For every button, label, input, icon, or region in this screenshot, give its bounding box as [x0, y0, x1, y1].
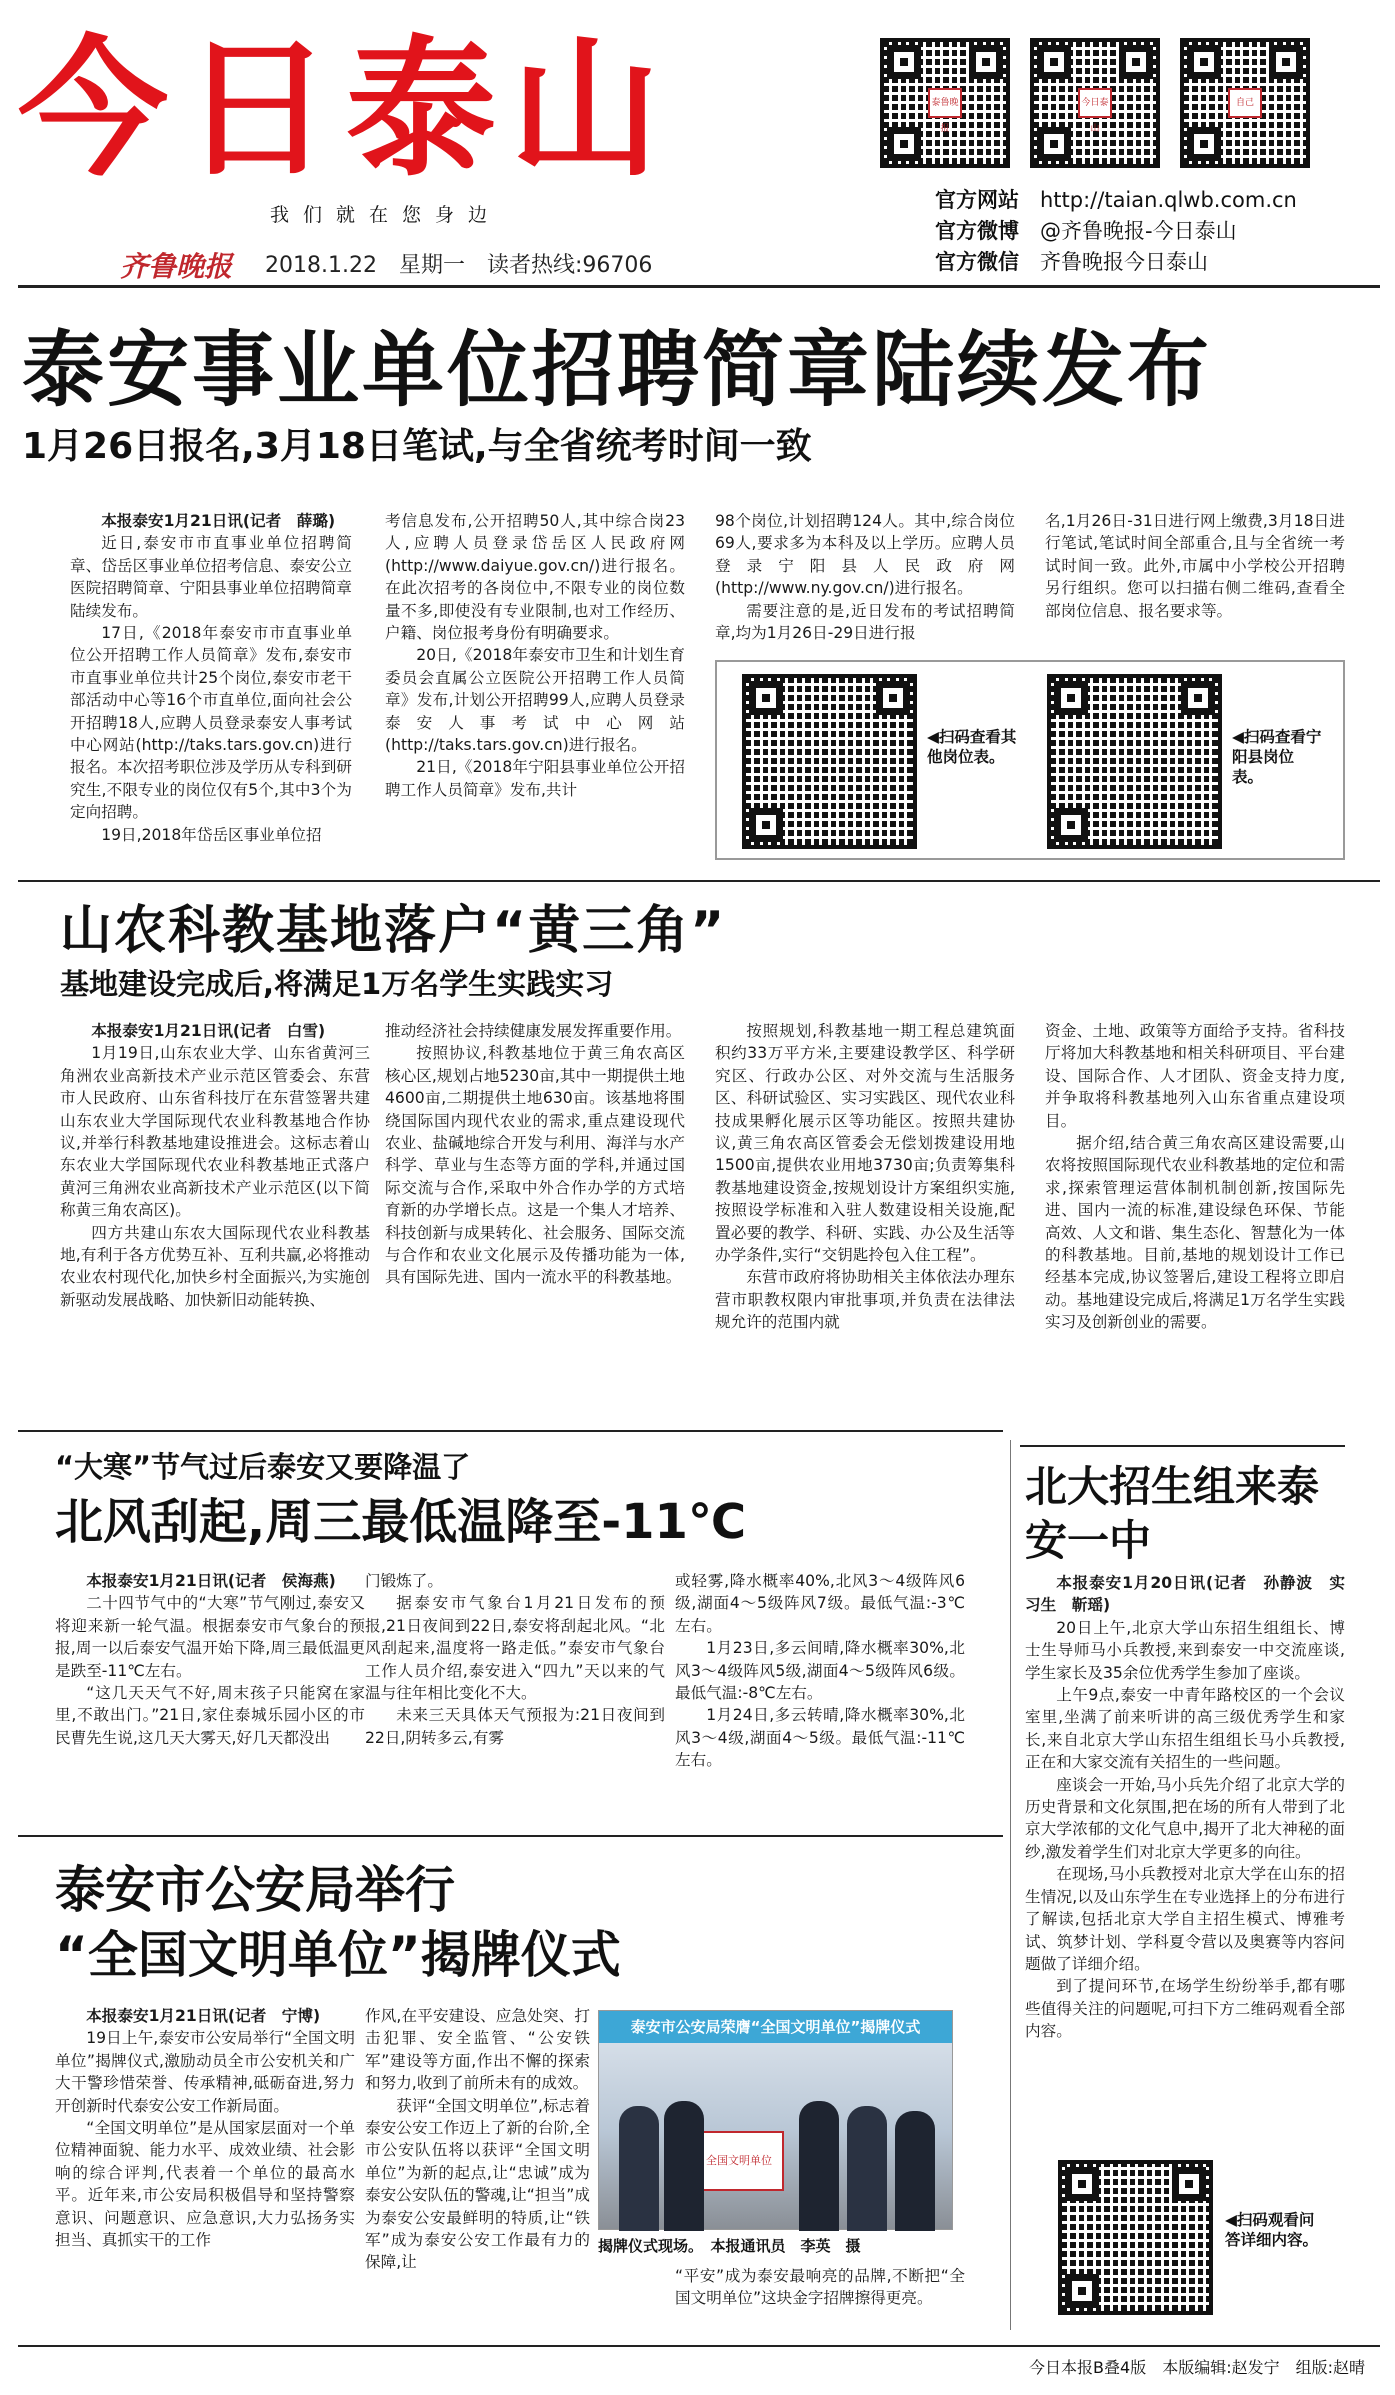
article4-col: 本报泰安1月20日讯(记者 孙静波 实习生 靳瑶) 20日上午,北京大学山东招生组组长、博士生导师马小兵教授,来到泰安一中交流座谈,学生家长及35余位优秀学生参加了座谈。 上午9点,泰安一中青年路校区的一个会议室里,坐满了前来听讲的高三级优秀学生和家长,来自北京大学山东招生组组长马小兵教授,正在和大家交流有关招生的一些问题。 座谈会一开始,马小兵先介绍了北京大学的历史背景和文化氛围,把在场的所有人带到了北京大学浓郁的文化气息中,揭开了北大神秘的面纱,激发着学生们对北京大学更多的向往。 在现场,马小兵教授对北京大学在山东的招生情况,以及山东学生在专业选择上的分布进行了解读,包括北京大学自主招生模式、博雅考试、筑梦计划、学科夏令营以及奥赛等内容问题做了详细介绍。 到了提问环节,在场学生纷纷举手,都有哪些值得关注的问题呢,可扫下方二维码观看全部内容。 — [1025, 1574, 1345, 2041]
photo-figure — [664, 2101, 704, 2231]
masthead-dateline: 2018.1.22 星期一 读者热线:96706 — [265, 253, 653, 278]
article1-col1: 本报泰安1月21日讯(记者 薛璐) 近日,泰安市市直事业单位招聘简章、岱岳区事业单位招考信息、泰安公立医院招聘简章、宁阳县事业单位招聘简章陆续发布。 17日,《2018年泰安市市直事业单位公开招聘工作人员简章》发布,泰安市市直事业单位共计25个岗位,泰安市老干部活动中心等16个市直单位,面向社会公开招聘18人,应聘人员登录泰安人事考试中心网站(http://taks.tars.gov.cn)进行报名。本次招考职位涉及学历从专科到研究生,不限专业的岗位仅有5个,其中3个为定向招聘。 19日,2018年岱岳区事业单位招 — [70, 512, 352, 844]
section-rule-4 — [18, 1835, 1003, 1837]
photo-figure — [895, 2111, 935, 2231]
article2-col4: 资金、土地、政策等方面给予支持。省科技厅将加大科教基地和相关科研项目、平台建设、国际合作、人才团队、资金支持力度,并争取将科教基地列入山东省重点建设项目。 据介绍,结合黄三角农高区建设需要,山农将按照国际现代农业科教基地的定位和需求,探索管理运营体制机制创新,按国际先进、国内一流的标准,建设绿色环保、节能高效、人文和谐、集生态化、智慧化为一体的科教基地。目前,基地的规划设计工作已经基本完成,协议签署后,建设工程将立即启动。基地建设完成后,将满足1万名学生实践实习及创新创业的需要。 — [1045, 1022, 1345, 1332]
article1-qr1-caption: ◀扫码查看其他岗位表。 — [927, 728, 1017, 766]
article5-col3: “平安”成为泰安最响亮的品牌,不断把“全国文明单位”这块金字招牌擦得更亮。 — [675, 2267, 965, 2308]
official-info — [935, 185, 1297, 278]
article3-col2: 门锻炼了。 据泰安市气象台1月21日发布的预报,21日夜间到22日,泰安将刮起北风。“北风刮起来,温度将一路走低。”泰安市气象台工作人员介绍,泰安进入“四九”天以来的气温与往年相比变化不大。 未来三天具体天气预报为:21日夜间到22日,阴转多云,有雾 — [365, 1572, 665, 1747]
article4-title: 北大招生组来泰安一中 — [1025, 1462, 1320, 1565]
article2-col2: 推动经济社会持续健康发展发挥重要作用。 按照协议,科教基地位于黄三角农高区核心区,规划占地5230亩,其中一期提供土地4600亩,二期提供土地630亩。该基地将围绕国际国内现代农业的需求,重点建设现代农业、盐碱地综合开发与利用、海洋与水产科学、草业与生态等方面的学科,并通过国际交流与合作,采取中外合作办学的方式培育新的办学增长点。这是一个集人才培养、科技创新与成果转化、社会服务、国际交流与合作和农业文化展示及传播功能为一体,具有国际先进、国内一流水平的科教基地。 — [385, 1022, 685, 1287]
article1-title: 泰安事业单位招聘简章陆续发布 — [22, 323, 1213, 418]
article1-col4: 名,1月26日-31日进行网上缴费,3月18日进行笔试,笔试时间全部重合,且与全省统一考试时间一致。此外,市属中小学校公开招聘另行组织。您可以扫描右侧二维码,查看全部岗位信息、报名要求等。 — [1045, 512, 1345, 620]
official-website: 官方网站 http://taian.qlwb.com.cn — [935, 188, 1297, 212]
article2-subtitle: 基地建设完成后,将满足1万名学生实践实习 — [60, 967, 614, 1001]
ceremony-photo — [598, 2010, 953, 2230]
section-rule-2 — [18, 1430, 1003, 1432]
article1-col2: 考信息发布,公开招聘50人,其中综合岗23人,应聘人员登录岱岳区人民政府网(http://www.daiyue.gov.cn/)进行报名。在此次招考的各岗位中,不限专业的岗位数量不多,即使没有专业限制,也对工作经历、户籍、岗位报考身份有明确要求。 20日,《2018年泰安市卫生和计划生育委员会直属公立医院公开招聘工作人员简章》发布,计划公开招聘99人,应聘人员登录泰安人事考试中心网站(http://taks.tars.gov.cn)进行报名。 21日,《2018年宁阳县事业单位公开招聘工作人员简章》发布,共计 — [385, 512, 685, 799]
article5-byline: 本报泰安1月21日讯(记者 宁博) — [86, 2007, 321, 2025]
masthead-logo: 今日泰山 — [18, 23, 675, 197]
article2-title: 山农科教基地落户“黄三角” — [60, 901, 727, 961]
masthead-rule — [18, 285, 1380, 288]
article2-byline: 本报泰安1月21日讯(记者 白雪) — [91, 1022, 326, 1040]
photo-figure — [799, 2101, 839, 2231]
qr-label-1: 泰鲁晚报 — [928, 88, 962, 118]
photo-figure — [619, 2106, 659, 2231]
qr-code-3[interactable] — [1180, 38, 1310, 168]
masthead-brand: 齐鲁晚报 — [120, 250, 233, 283]
photo-plaque: 全国文明单位 — [694, 2131, 784, 2191]
article1-byline: 本报泰安1月21日讯(记者 薛璐) — [101, 512, 336, 530]
official-wechat: 官方微信 齐鲁晚报今日泰山 — [935, 250, 1208, 274]
qr-code-1[interactable] — [880, 38, 1010, 168]
article2-col3: 按照规划,科教基地一期工程总建筑面积约33万平方米,主要建设教学区、科学研究区、行政办公区、对外交流与生活服务区、科研试验区、实习实践区、现代农业科技成果孵化展示区等功能区。按照共建协议,黄三角农高区管委会无偿划拨建设用地1500亩,提供农业用地3730亩;负责筹集科教基地建设资金,按规划设计方案组织实施,按照设学标准和入驻人数建设相关设施,配置必要的教学、科研、实践、办公及生活等办学条件,实行“交钥匙拎包入住工程”。 东营市政府将协助相关主体依法办理东营市职教权限内审批事项,并负责在法律法规允许的范围内就 — [715, 1022, 1015, 1332]
article2-col1: 本报泰安1月21日讯(记者 白雪) 1月19日,山东农业大学、山东省黄河三角洲农业高新技术产业示范区管委会、东营市人民政府、山东省科技厅在东营签署共建山东农业大学国际现代农业科教基地合作协议,并举行科教基地建设推进会。这标志着山东农业大学国际现代农业科教基地正式落户黄河三角洲农业高新技术产业示范区(以下简称黄三角农高区)。 四方共建山东农大国际现代农业科教基地,有利于各方优势互补、互利共赢,必将推动农业农村现代化,加快乡村全面振兴,为实施创新驱动发展战略、加快新旧动能转换、 — [60, 1022, 370, 1309]
qr-code-2[interactable] — [1030, 38, 1160, 168]
article3-kicker: “大寒”节气过后泰安又要降温了 — [55, 1450, 471, 1484]
photo-caption: 揭牌仪式现场。 本报通讯员 李英 摄 — [598, 2237, 861, 2255]
footer-rule — [18, 2345, 1380, 2347]
article1-subtitle: 1月26日报名,3月18日笔试,与全省统考时间一致 — [22, 426, 812, 467]
column-divider — [1010, 1440, 1011, 2330]
qr-label-3: 自己 — [1228, 88, 1262, 118]
article3-byline: 本报泰安1月21日讯(记者 侯海燕) — [86, 1572, 336, 1590]
article4-byline: 本报泰安1月20日讯(记者 孙静波 实习生 靳瑶) — [1025, 1574, 1345, 1615]
article1-qr-box — [715, 660, 1345, 860]
article1-qr-1[interactable] — [742, 674, 917, 849]
article3-col1: 本报泰安1月21日讯(记者 侯海燕) 二十四节气中的“大寒”节气刚过,泰安又将迎来新一轮气温。根据泰安市气象台的预报,周一以后泰安气温开始下降,周三最低温更是跌至-11℃左右。 “这几天天气不好,周末孩子只能窝在家里,不敢出门。”21日,家住泰城乐园小区的市民曹先生说,这几天大雾天,好几天都没出 — [55, 1572, 365, 1747]
article5-title-line2: “全国文明单位”揭牌仪式 — [55, 1926, 621, 1984]
article3-col3: 或轻雾,降水概率40%,北风3～4级阵风6级,湖面4～5级阵风7级。最低气温:-3℃左右。 1月23日,多云间晴,降水概率30%,北风3～4级阵风5级,湖面4～5级阵风6级。最低气温:-8℃左右。 1月24日,多云转晴,降水概率30%,北风3～4级,湖面4～5级。最低气温:-11℃左右。 — [675, 1572, 965, 1770]
article4-qr-caption: ◀扫码观看问答详细内容。 — [1225, 2211, 1319, 2249]
article1-qr2-caption: ◀扫码查看宁阳县岗位表。 — [1232, 728, 1322, 786]
article5-col1: 本报泰安1月21日讯(记者 宁博) 19日上午,泰安市公安局举行“全国文明单位”揭牌仪式,激励动员全市公安机关和广大干警珍惜荣誉、传承精神,砥砺奋进,努力开创新时代泰安公安工作新局面。 “全国文明单位”是从国家层面对一个单位精神面貌、能力水平、成效业绩、社会影响的综合评判,代表着一个单位的最高水平。近年来,市公安局积极倡导和坚持警察意识、问题意识、应急意识,大力弘扬务实担当、真抓实干的工作 — [55, 2007, 355, 2250]
masthead-slogan: 我们就在您身边 — [270, 204, 502, 226]
photo-figure — [847, 2106, 887, 2231]
article3-title: 北风刮起,周三最低温降至-11℃ — [55, 1494, 747, 1550]
article5-title-line1: 泰安市公安局举行 — [55, 1861, 455, 1919]
section-rule-3 — [1020, 1445, 1345, 1447]
article4-qr[interactable] — [1058, 2160, 1213, 2315]
section-rule-1 — [18, 880, 1380, 882]
article1-qr-2[interactable] — [1047, 674, 1222, 849]
website-link[interactable]: http://taian.qlwb.com.cn — [1040, 188, 1297, 212]
article1-col3: 98个岗位,计划招聘124人。其中,综合岗位69人,要求多为本科及以上学历。应聘人员登录宁阳县人民政府网(http://www.ny.gov.cn/)进行报名。 需要注意的是,近日发布的考试招聘简章,均为1月26日-29日进行报 — [715, 512, 1015, 643]
photo-banner: 泰安市公安局荣膺“全国文明单位”揭牌仪式 — [599, 2011, 952, 2043]
article5-col2: 作风,在平安建设、应急处突、打击犯罪、安全监管、“公安铁军”建设等方面,作出不懈的探索和努力,收到了前所未有的成效。 获评“全国文明单位”,标志着泰安公安工作迈上了新的台阶,全市公安队伍将以获评“全国文明单位”为新的起点,让“忠诚”成为泰安公安队伍的警魂,让“担当”成为泰安公安最鲜明的特质,让“铁军”成为泰安公安工作最有力的保障,让 — [365, 2007, 590, 2272]
qr-label-2: 今日泰山 — [1078, 88, 1112, 118]
footer-edition: 今日本报B叠4版 本版编辑:赵发宁 组版:赵晴 — [1029, 2358, 1365, 2377]
official-weibo: 官方微博 @齐鲁晚报-今日泰山 — [935, 219, 1237, 243]
